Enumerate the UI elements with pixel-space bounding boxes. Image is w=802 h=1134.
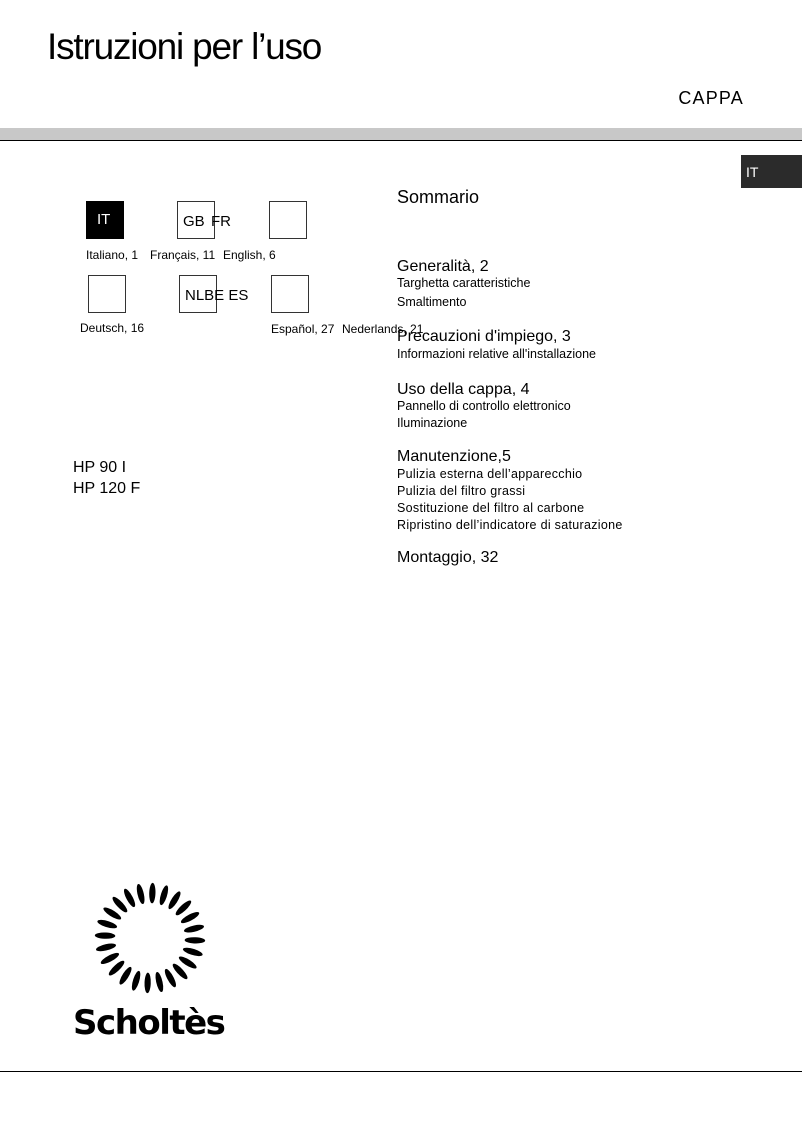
toc-section-title: Uso della cappa, 4: [397, 381, 530, 398]
sun-ray: [94, 932, 116, 939]
lang-ref-italiano: Italiano, 1: [86, 248, 139, 262]
toc-heading: Sommario: [397, 187, 480, 207]
footer-divider: [0, 1071, 802, 1072]
brand-name: Scholtès: [73, 1003, 225, 1043]
language-tab-label: IT: [746, 164, 759, 180]
toc-item: Informazioni relative all'installazione: [397, 347, 597, 361]
toc-section-generalita: [397, 257, 797, 311]
sun-burst-icon: [73, 880, 233, 1000]
document-title: Istruzioni per l’uso: [47, 26, 322, 67]
lang-ref-francais: Français, 11: [150, 248, 216, 262]
model-item: HP 120 F: [73, 480, 141, 497]
toc-item: Targhetta caratteristiche: [397, 276, 531, 290]
sun-ray: [149, 882, 156, 904]
model-list: [73, 457, 140, 499]
sun-ray: [158, 884, 170, 907]
header-divider: [0, 140, 802, 141]
sun-ray: [181, 946, 204, 958]
toc-item: Iluminazione: [397, 416, 468, 430]
toc-item: Pulizia del filtro grassi: [397, 484, 526, 498]
toc-item: Sostituzione del filtro al carbone: [397, 501, 585, 515]
flag-box-de: [88, 275, 126, 313]
sun-ray: [144, 972, 151, 994]
toc-item: Ripristino dell’indicatore di saturazione: [397, 518, 623, 532]
product-type: CAPPA: [678, 88, 744, 108]
flag-box-it: [86, 201, 124, 239]
flag-label-gb: GB: [183, 213, 205, 230]
toc-item: Pannello di controllo elettronico: [397, 399, 571, 413]
toc-section-manutenzione: [397, 447, 797, 534]
lang-ref-english: English, 6: [223, 248, 276, 262]
toc-section-title: Precauzioni d'impiego, 3: [397, 328, 571, 345]
lang-ref-deutsch: Deutsch, 16: [80, 321, 145, 335]
sun-ray: [96, 918, 119, 930]
model-item: HP 90 I: [73, 459, 127, 476]
toc-section-title: Manutenzione,5: [397, 448, 511, 465]
lang-ref-nederlands: Nederlands, 21: [342, 322, 424, 336]
toc-item: Pulizia esterna dell’apparecchio: [397, 467, 583, 481]
flag-label-fr: FR: [211, 213, 231, 230]
flag-label-nl-be-es: NLBE ES: [185, 287, 249, 304]
toc-section-precauzioni: [397, 327, 797, 363]
toc-item: Smaltimento: [397, 295, 467, 309]
language-tab: [741, 155, 802, 188]
flag-box-es: [271, 275, 309, 313]
sun-ray: [184, 937, 206, 944]
toc-section-uso: [397, 380, 797, 432]
sun-ray: [135, 884, 146, 904]
sun-ray: [96, 942, 116, 953]
lang-ref-espanol: Español, 27: [271, 322, 335, 336]
flag-box-fr: [269, 201, 307, 239]
sun-ray: [184, 923, 204, 934]
brand-logo: [73, 880, 233, 1050]
header-band: [0, 128, 802, 140]
sun-ray: [154, 972, 165, 992]
toc-section-title: Montaggio, 32: [397, 549, 499, 566]
sun-ray: [130, 969, 142, 992]
toc-section-montaggio: [397, 548, 797, 567]
flag-label-it: IT: [97, 211, 111, 228]
toc-section-title: Generalità, 2: [397, 258, 489, 275]
